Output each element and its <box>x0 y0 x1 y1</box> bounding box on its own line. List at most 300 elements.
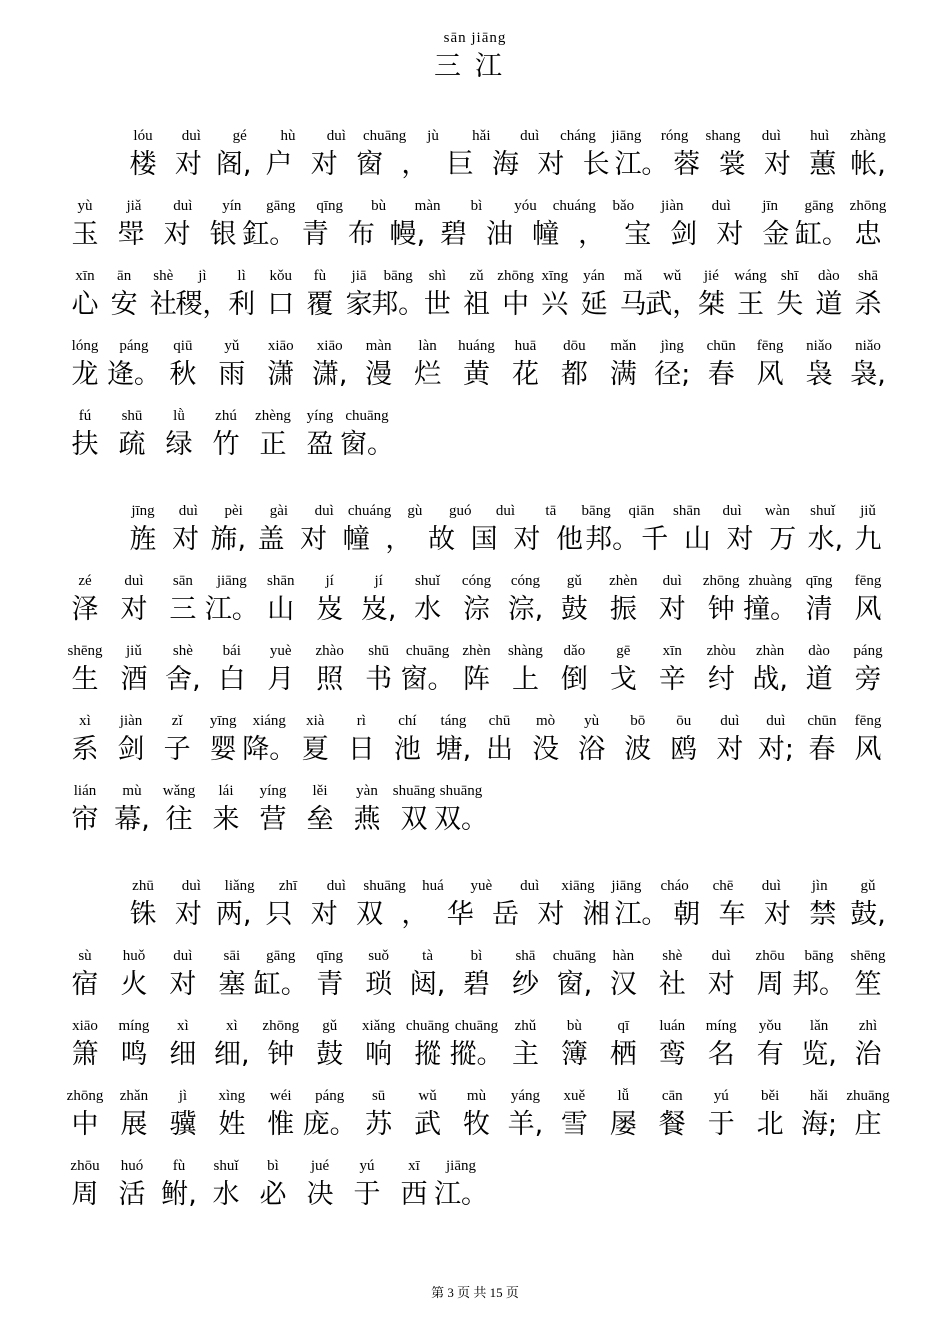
hanzi-row <box>0 282 950 318</box>
hanzi-char: 对 <box>174 899 202 930</box>
pinyin-syllable: zé <box>78 573 92 589</box>
hanzi-char: 往 <box>165 804 193 835</box>
pinyin-syllable: yíng <box>306 408 334 424</box>
pinyin-syllable: bù <box>371 198 387 214</box>
pinyin-syllable: jì <box>198 268 207 284</box>
pinyin-syllable: yú <box>713 1088 729 1104</box>
hanzi-char: 逄。 <box>106 359 161 390</box>
hanzi-char: 千 <box>641 524 669 555</box>
hanzi-char: 铢 <box>129 899 157 930</box>
hanzi-char: 泽 <box>71 594 99 625</box>
hanzi-char: 宿 <box>71 969 99 1000</box>
poem-line <box>0 1018 950 1088</box>
hanzi-char: 屡 <box>609 1109 637 1140</box>
pinyin-syllable: chū <box>488 713 511 729</box>
hanzi-char: 阁, <box>215 149 252 180</box>
pinyin-syllable: shè <box>172 643 193 659</box>
pinyin-syllable: duì <box>711 198 731 214</box>
pinyin-syllable: mù <box>122 783 142 799</box>
hanzi-char: 战, <box>752 664 788 695</box>
hanzi-char: 婴 <box>209 734 237 765</box>
hanzi-char: 波 <box>624 734 652 765</box>
hanzi-char: 国 <box>470 524 498 555</box>
hanzi-char: 中 <box>502 289 530 320</box>
hanzi-char: 春 <box>707 359 735 390</box>
hanzi-char: 盈 <box>306 429 334 460</box>
hanzi-char: 江。 <box>614 149 669 180</box>
pinyin-syllable: xiáng <box>252 713 286 729</box>
pinyin-syllable: bāng <box>581 503 611 519</box>
hanzi-char: 钟 <box>707 594 735 625</box>
pinyin-syllable: xìng <box>218 1088 246 1104</box>
pinyin-syllable: niǎo <box>806 338 832 354</box>
hanzi-char: 对; <box>757 734 794 765</box>
hanzi-char: 道 <box>815 289 843 320</box>
pinyin-syllable: màn <box>414 198 441 214</box>
hanzi-char: 蓉 <box>673 149 701 180</box>
pinyin-syllable: qiān <box>628 503 655 519</box>
pinyin-syllable: xì <box>177 1018 189 1034</box>
hanzi-row <box>0 587 950 623</box>
pinyin-syllable: chūn <box>706 338 736 354</box>
hanzi-char: 口 <box>267 289 295 320</box>
hanzi-char: 幢 <box>532 219 560 250</box>
hanzi-char: 旆, <box>210 524 247 555</box>
pinyin-syllable: duì <box>520 878 540 894</box>
hanzi-char: 振 <box>609 594 637 625</box>
hanzi-char: 对 <box>716 734 744 765</box>
pinyin-syllable: gāng <box>804 198 834 214</box>
pinyin-syllable: xiāo <box>267 338 294 354</box>
pinyin-syllable: hǎi <box>472 128 491 144</box>
pinyin-syllable: yù <box>584 713 600 729</box>
hanzi-char: 白 <box>218 664 246 695</box>
hanzi-char: 家 <box>345 289 373 320</box>
hanzi-char: 绿 <box>165 429 193 460</box>
pinyin-syllable: jié <box>703 268 719 284</box>
hanzi-char: 营 <box>259 804 287 835</box>
pinyin-syllable: yǔ <box>224 338 240 354</box>
pinyin-syllable: yín <box>222 198 242 214</box>
pinyin-syllable: qīng <box>316 198 344 214</box>
pinyin-syllable: liǎng <box>224 878 255 894</box>
pinyin-syllable: gé <box>232 128 247 144</box>
pinyin-syllable: yíng <box>259 783 287 799</box>
pinyin-syllable: yán <box>583 268 605 284</box>
pinyin-syllable: fú <box>78 408 92 424</box>
hanzi-char: 酒 <box>120 664 148 695</box>
hanzi-char: 来 <box>212 804 240 835</box>
pinyin-syllable: zhuàng <box>748 573 792 589</box>
hanzi-char: 斝 <box>117 219 145 250</box>
hanzi-char: 羊, <box>507 1109 544 1140</box>
pinyin-syllable: chuāng <box>362 128 407 144</box>
pinyin-syllable: zhèn <box>462 643 491 659</box>
hanzi-char: 窗。 <box>340 429 394 460</box>
hanzi-char: 青 <box>301 219 329 250</box>
hanzi-char: 潇, <box>311 359 348 390</box>
hanzi-char: 邦。 <box>371 289 426 320</box>
pinyin-syllable: gǔ <box>322 1018 338 1034</box>
hanzi-char: 稷， <box>175 289 230 320</box>
pinyin-syllable: sān <box>172 573 193 589</box>
pinyin-syllable: xī <box>408 1158 420 1174</box>
hanzi-char: 琐 <box>365 969 393 1000</box>
pinyin-syllable: shuǐ <box>415 573 441 589</box>
pinyin-syllable: lóu <box>133 128 153 144</box>
pinyin-syllable: kǒu <box>269 268 292 284</box>
hanzi-char: 雨 <box>218 359 246 390</box>
hanzi-char: 活 <box>118 1179 146 1210</box>
pinyin-syllable: gāng <box>266 198 296 214</box>
pinyin-syllable: bì <box>470 198 483 214</box>
hanzi-char: 他 <box>555 524 583 555</box>
pinyin-syllable: bō <box>630 713 646 729</box>
hanzi-char: 海 <box>492 149 519 180</box>
pinyin-syllable: xiāo <box>72 1018 98 1034</box>
hanzi-char: 鸥 <box>670 734 698 765</box>
pinyin-syllable: jìng <box>660 338 684 354</box>
pinyin-syllable: yīng <box>209 713 237 729</box>
hanzi-char: 裳 <box>718 149 746 180</box>
hanzi-row <box>0 422 950 458</box>
hanzi-char: 禁 <box>809 899 837 930</box>
hanzi-char: 对 <box>716 219 744 250</box>
pinyin-syllable: jí <box>325 573 334 589</box>
pinyin-syllable: jí <box>374 573 383 589</box>
hanzi-char: 燕 <box>353 804 381 835</box>
pinyin-syllable: yàn <box>356 783 378 799</box>
hanzi-char: 黄 <box>463 359 490 390</box>
pinyin-syllable: duì <box>181 878 201 894</box>
pinyin-syllable: hǎi <box>809 1088 829 1104</box>
pinyin-syllable: shēng <box>850 948 886 964</box>
hanzi-char: 有 <box>756 1039 784 1070</box>
pinyin-syllable: míng <box>118 1018 150 1034</box>
pinyin-syllable: sū <box>371 1088 386 1104</box>
pinyin-syllable: jiǔ <box>126 643 142 659</box>
pinyin-syllable: zhī <box>278 878 298 894</box>
hanzi-char: 社 <box>658 969 686 1000</box>
pinyin-syllable: dōu <box>563 338 586 354</box>
pinyin-syllable: róng <box>660 128 689 144</box>
poem-line <box>0 878 950 948</box>
pinyin-syllable: chuāng <box>454 1018 499 1034</box>
pinyin-syllable: zhào <box>315 643 344 659</box>
pinyin-syllable: shang <box>705 128 741 144</box>
pinyin-syllable: zhuāng <box>846 1088 890 1104</box>
hanzi-char: 安 <box>110 289 138 320</box>
pinyin-syllable: jì <box>178 1088 188 1104</box>
hanzi-char: 世 <box>423 289 451 320</box>
hanzi-char: 汉 <box>609 969 637 1000</box>
pinyin-syllable: shā <box>515 948 536 964</box>
hanzi-char: 对 <box>763 899 791 930</box>
hanzi-char: 湘 <box>582 899 610 930</box>
poem-line <box>0 128 950 198</box>
hanzi-char: 碧 <box>439 219 467 250</box>
hanzi-char: 楼 <box>129 149 157 180</box>
hanzi-char: 水 <box>212 1179 240 1210</box>
pinyin-syllable: suǒ <box>368 948 390 964</box>
hanzi-char: ， <box>401 899 429 930</box>
pinyin-syllable: shēng <box>67 643 103 659</box>
pinyin-syllable: lì <box>237 268 246 284</box>
pinyin-syllable: qīng <box>316 948 344 964</box>
pinyin-syllable: zhōng <box>262 1018 300 1034</box>
title: 三江 <box>434 51 516 82</box>
hanzi-char: 九 <box>854 524 882 555</box>
pinyin-syllable: běi <box>760 1088 780 1104</box>
pinyin-syllable: shè <box>153 268 174 284</box>
hanzi-char: 骥 <box>169 1109 197 1140</box>
pinyin-syllable: zhǔ <box>514 1018 537 1034</box>
pinyin-syllable: yuè <box>470 878 493 894</box>
hanzi-char: 满 <box>609 359 637 390</box>
pinyin-syllable: chuāng <box>345 408 389 424</box>
pinyin-syllable: wǎng <box>162 783 196 799</box>
pinyin-syllable: xì <box>79 713 91 729</box>
hanzi-char: 潇 <box>267 359 295 390</box>
pinyin-syllable: wǔ <box>663 268 682 284</box>
hanzi-char: 淙, <box>507 594 544 625</box>
pinyin-syllable: huǒ <box>122 948 146 964</box>
pinyin-syllable: bāng <box>383 268 413 284</box>
hanzi-char: 对 <box>658 594 686 625</box>
hanzi-char: 鼓, <box>850 899 886 930</box>
hanzi-char: 戈 <box>609 664 637 695</box>
hanzi-char: 淙 <box>463 594 490 625</box>
pinyin-syllable: gāng <box>266 948 296 964</box>
pinyin-syllable: shè <box>662 948 683 964</box>
pinyin-syllable: duì <box>520 128 540 144</box>
hanzi-char: 庞。 <box>302 1109 357 1140</box>
hanzi-char: 金 <box>762 219 790 250</box>
hanzi-char: 鸾 <box>658 1039 686 1070</box>
pinyin-syllable: duì <box>761 128 781 144</box>
hanzi-char: 秋 <box>169 359 197 390</box>
pinyin-syllable: jīn <box>762 198 779 214</box>
pinyin-syllable: huì <box>810 128 830 144</box>
pinyin-syllable: jiàn <box>119 713 143 729</box>
pinyin-syllable: lǜ <box>173 408 185 424</box>
hanzi-char: ， <box>401 149 429 180</box>
hanzi-char: 周 <box>756 969 784 1000</box>
hanzi-char: 对 <box>537 899 565 930</box>
hanzi-char: 剑 <box>117 734 145 765</box>
hanzi-char: 鼓 <box>560 594 588 625</box>
hanzi-char: 系 <box>71 734 99 765</box>
pinyin-syllable: tà <box>422 948 433 964</box>
pinyin-syllable: yǒu <box>758 1018 782 1034</box>
pinyin-syllable: fù <box>172 1158 186 1174</box>
hanzi-char: 延 <box>580 289 608 320</box>
pinyin-syllable: duì <box>326 878 346 894</box>
hanzi-char: 正 <box>259 429 287 460</box>
hanzi-char: 阵 <box>463 664 490 695</box>
pinyin-syllable: jù <box>427 128 439 144</box>
hanzi-char: 幔, <box>389 219 426 250</box>
hanzi-char: 舍, <box>165 664 201 695</box>
pinyin-syllable: xuě <box>563 1088 586 1104</box>
pinyin-syllable: luán <box>659 1018 686 1034</box>
pinyin-syllable: mǎ <box>623 268 643 284</box>
hanzi-char: 兴 <box>541 289 569 320</box>
hanzi-row <box>0 517 950 553</box>
hanzi-char: 雪 <box>560 1109 588 1140</box>
hanzi-char: 碧 <box>463 969 490 1000</box>
hanzi-row <box>0 657 950 693</box>
hanzi-char: 对 <box>707 969 735 1000</box>
hanzi-char: 名 <box>707 1039 735 1070</box>
hanzi-char: 花 <box>511 359 539 390</box>
poem-line <box>0 713 950 783</box>
pinyin-syllable: màn <box>365 338 392 354</box>
pinyin-syllable: rì <box>356 713 366 729</box>
hanzi-char: 箫 <box>71 1039 99 1070</box>
pinyin-syllable: xì <box>225 1018 238 1034</box>
pinyin-syllable: táng <box>440 713 467 729</box>
pinyin-syllable: shī <box>780 268 799 284</box>
hanzi-char: 马 <box>619 289 647 320</box>
pinyin-syllable: huó <box>120 1158 144 1174</box>
pinyin-syllable: gù <box>407 503 423 519</box>
pinyin-syllable: dào <box>808 643 830 659</box>
hanzi-char: 三 <box>169 594 197 625</box>
hanzi-char: 主 <box>511 1039 539 1070</box>
poem-line <box>0 643 950 713</box>
hanzi-char: 山 <box>683 524 711 555</box>
hanzi-char: 对 <box>169 969 197 1000</box>
pinyin-syllable: zhàn <box>755 643 785 659</box>
pinyin-syllable: mù <box>466 1088 487 1104</box>
hanzi-char: 户 <box>265 149 293 180</box>
hanzi-char: 垒 <box>306 804 334 835</box>
pinyin-syllable: pèi <box>224 503 243 519</box>
pinyin-syllable: zǔ <box>469 268 484 284</box>
hanzi-char: 决 <box>306 1179 334 1210</box>
pinyin-syllable: zhèn <box>609 573 638 589</box>
hanzi-char: 子 <box>163 734 191 765</box>
hanzi-char: 火 <box>120 969 148 1000</box>
hanzi-char: 簿 <box>560 1039 588 1070</box>
hanzi-char: 釭。 <box>242 219 297 250</box>
pinyin-syllable: páng <box>315 1088 345 1104</box>
hanzi-char: 幢 <box>342 524 370 555</box>
hanzi-char: 响 <box>365 1039 393 1070</box>
hanzi-char: 烂 <box>414 359 442 390</box>
hanzi-char: 覆 <box>306 289 334 320</box>
hanzi-char: 油 <box>486 219 514 250</box>
hanzi-char: 巨 <box>446 149 474 180</box>
hanzi-char: 幕, <box>114 804 150 835</box>
hanzi-char: 浴 <box>578 734 606 765</box>
pinyin-syllable: bǎo <box>612 198 635 214</box>
pinyin-syllable: xīn <box>75 268 95 284</box>
pinyin-syllable: shān <box>267 573 295 589</box>
hanzi-char: 青 <box>316 969 344 1000</box>
pinyin-syllable: duì <box>124 573 144 589</box>
pinyin-syllable: shuāng <box>439 783 483 799</box>
pinyin-syllable: tā <box>545 503 557 519</box>
hanzi-char: 于 <box>353 1179 381 1210</box>
hanzi-char: 照 <box>316 664 344 695</box>
hanzi-char: 袅, <box>850 359 886 390</box>
pinyin-syllable: yuè <box>269 643 292 659</box>
poem-line <box>0 408 950 478</box>
pinyin-syllable: hù <box>280 128 296 144</box>
hanzi-row <box>0 142 950 178</box>
hanzi-char: 利 <box>228 289 256 320</box>
hanzi-char: 杀 <box>854 289 882 320</box>
hanzi-char: 生 <box>71 664 99 695</box>
pinyin-syllable: guó <box>448 503 472 519</box>
hanzi-char: 对 <box>513 524 541 555</box>
pinyin-syllable: lái <box>218 783 234 799</box>
hanzi-char: 对 <box>310 149 338 180</box>
pinyin-syllable: shū <box>121 408 143 424</box>
pinyin-syllable: fēng <box>854 573 882 589</box>
pinyin-syllable: páng <box>853 643 883 659</box>
hanzi-char: 银 <box>209 219 237 250</box>
hanzi-char: 祖 <box>463 289 490 320</box>
hanzi-char: 对 <box>172 524 200 555</box>
pinyin-syllable: jiǎ <box>126 198 142 214</box>
pinyin-syllable: jiā <box>351 268 367 284</box>
hanzi-char: 万 <box>769 524 797 555</box>
pinyin-syllable: xīng <box>541 268 569 284</box>
pinyin-syllable: chē <box>712 878 734 894</box>
hanzi-char: 细, <box>214 1039 250 1070</box>
hanzi-char: 降。 <box>242 734 297 765</box>
pinyin-syllable: jiāng <box>446 1158 476 1174</box>
pinyin-syllable: bái <box>222 643 241 659</box>
hanzi-row <box>0 892 950 928</box>
hanzi-char: 心 <box>71 289 99 320</box>
hanzi-char: 苏 <box>365 1109 393 1140</box>
pinyin-syllable: huáng <box>458 338 495 354</box>
hanzi-char: 上 <box>511 664 539 695</box>
hanzi-row <box>0 352 950 388</box>
pinyin-syllable: cóng <box>461 573 492 589</box>
hanzi-char: 窗, <box>556 969 593 1000</box>
pinyin-syllable: bāng <box>804 948 834 964</box>
hanzi-char: 西 <box>400 1179 428 1210</box>
hanzi-char: 日 <box>347 734 375 765</box>
pinyin-syllable: chuáng <box>347 503 392 519</box>
pinyin-syllable: duì <box>662 573 682 589</box>
hanzi-char: 出 <box>486 734 514 765</box>
pinyin-syllable: cháo <box>660 878 689 894</box>
hanzi-char: 对 <box>537 149 565 180</box>
pinyin-syllable: lǚ <box>617 1088 630 1104</box>
pinyin-syllable: zhòu <box>706 643 736 659</box>
hanzi-char: 漫 <box>365 359 393 390</box>
pinyin-syllable: zhōng <box>849 198 887 214</box>
hanzi-char: 没 <box>532 734 560 765</box>
hanzi-char: 夏 <box>301 734 329 765</box>
pinyin-syllable: wàn <box>764 503 790 519</box>
hanzi-char: 玉 <box>71 219 99 250</box>
hanzi-char: 江。 <box>204 594 259 625</box>
hanzi-char: 宝 <box>624 219 652 250</box>
hanzi-char: 双 <box>356 899 384 930</box>
poem-line <box>0 338 950 408</box>
hanzi-char: 鼓 <box>316 1039 344 1070</box>
page-footer: 第 3 页 共 15 页 <box>431 1285 519 1300</box>
pinyin-syllable: shū <box>368 643 390 659</box>
pinyin-syllable: lián <box>73 783 97 799</box>
